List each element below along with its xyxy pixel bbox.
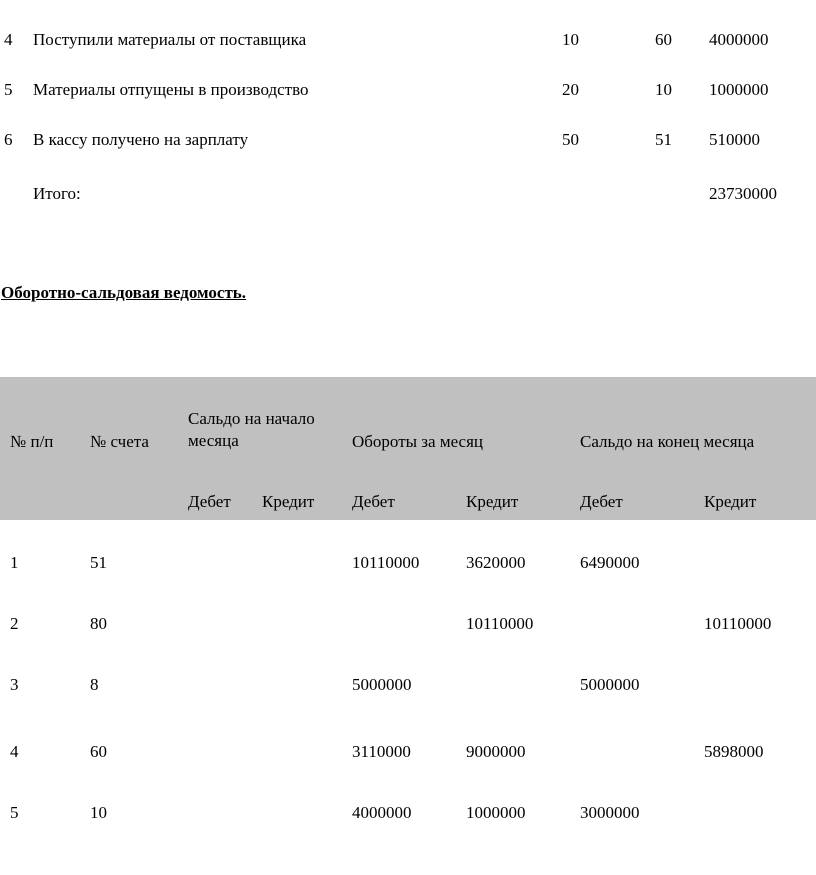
- journal-row-debit: 50: [562, 130, 579, 149]
- row-turnover-credit: 10110000: [466, 614, 534, 633]
- row-number: 2: [10, 614, 19, 633]
- header-turnover-credit: Кредит: [466, 492, 519, 511]
- row-number: 5: [10, 803, 19, 822]
- journal-row-debit: 20: [562, 80, 579, 99]
- row-turnover-debit: 10110000: [352, 553, 420, 572]
- header-opening-debit: Дебет: [188, 492, 231, 511]
- row-number: 1: [10, 553, 19, 572]
- journal-row-description: Материалы отпущены в производство: [33, 80, 309, 99]
- statement-title: Оборотно-сальдовая ведомость.: [1, 283, 247, 302]
- header-opening-balance-line2: месяца: [188, 431, 239, 450]
- row-turnover-debit: 5000000: [352, 675, 412, 694]
- journal-row-amount: 4000000: [709, 30, 769, 49]
- header-opening-credit: Кредит: [262, 492, 315, 511]
- header-account-number: № счета: [90, 432, 149, 451]
- journal-row-credit: 51: [655, 130, 672, 149]
- journal-total-label: Итого:: [33, 184, 81, 203]
- row-closing-credit: 10110000: [704, 614, 772, 633]
- header-closing-credit: Кредит: [704, 492, 757, 511]
- row-turnover-credit: 3620000: [466, 553, 526, 572]
- journal-row-description: Поступили материалы от поставщика: [33, 30, 307, 49]
- row-number: 3: [10, 675, 19, 694]
- row-account: 8: [90, 675, 99, 694]
- journal-row-amount: 1000000: [709, 80, 769, 99]
- header-turnover: Обороты за месяц: [352, 432, 484, 451]
- header-closing-debit: Дебет: [580, 492, 623, 511]
- header-opening-balance-line1: Сальдо на начало: [188, 409, 315, 428]
- row-number: 4: [10, 742, 19, 761]
- journal-row-number: 5: [4, 80, 13, 99]
- journal-row-credit: 60: [655, 30, 672, 49]
- journal-row-number: 6: [4, 130, 13, 149]
- header-closing-balance: Сальдо на конец месяца: [580, 432, 755, 451]
- row-turnover-debit: 3110000: [352, 742, 411, 761]
- journal-total-value: 23730000: [709, 184, 777, 203]
- header-row-number: № п/п: [10, 432, 54, 451]
- row-closing-debit: 6490000: [580, 553, 640, 572]
- row-turnover-debit: 4000000: [352, 803, 412, 822]
- row-closing-debit: 3000000: [580, 803, 640, 822]
- row-turnover-credit: 9000000: [466, 742, 526, 761]
- row-account: 10: [90, 803, 107, 822]
- row-account: 80: [90, 614, 107, 633]
- journal-row-debit: 10: [562, 30, 579, 49]
- header-turnover-debit: Дебет: [352, 492, 395, 511]
- journal-row-description: В кассу получено на зарплату: [33, 130, 249, 149]
- row-turnover-credit: 1000000: [466, 803, 526, 822]
- row-closing-debit: 5000000: [580, 675, 640, 694]
- row-account: 60: [90, 742, 107, 761]
- journal-row-credit: 10: [655, 80, 672, 99]
- row-closing-credit: 5898000: [704, 742, 764, 761]
- row-account: 51: [90, 553, 107, 572]
- journal-row-number: 4: [4, 30, 13, 49]
- journal-row-amount: 510000: [709, 130, 760, 149]
